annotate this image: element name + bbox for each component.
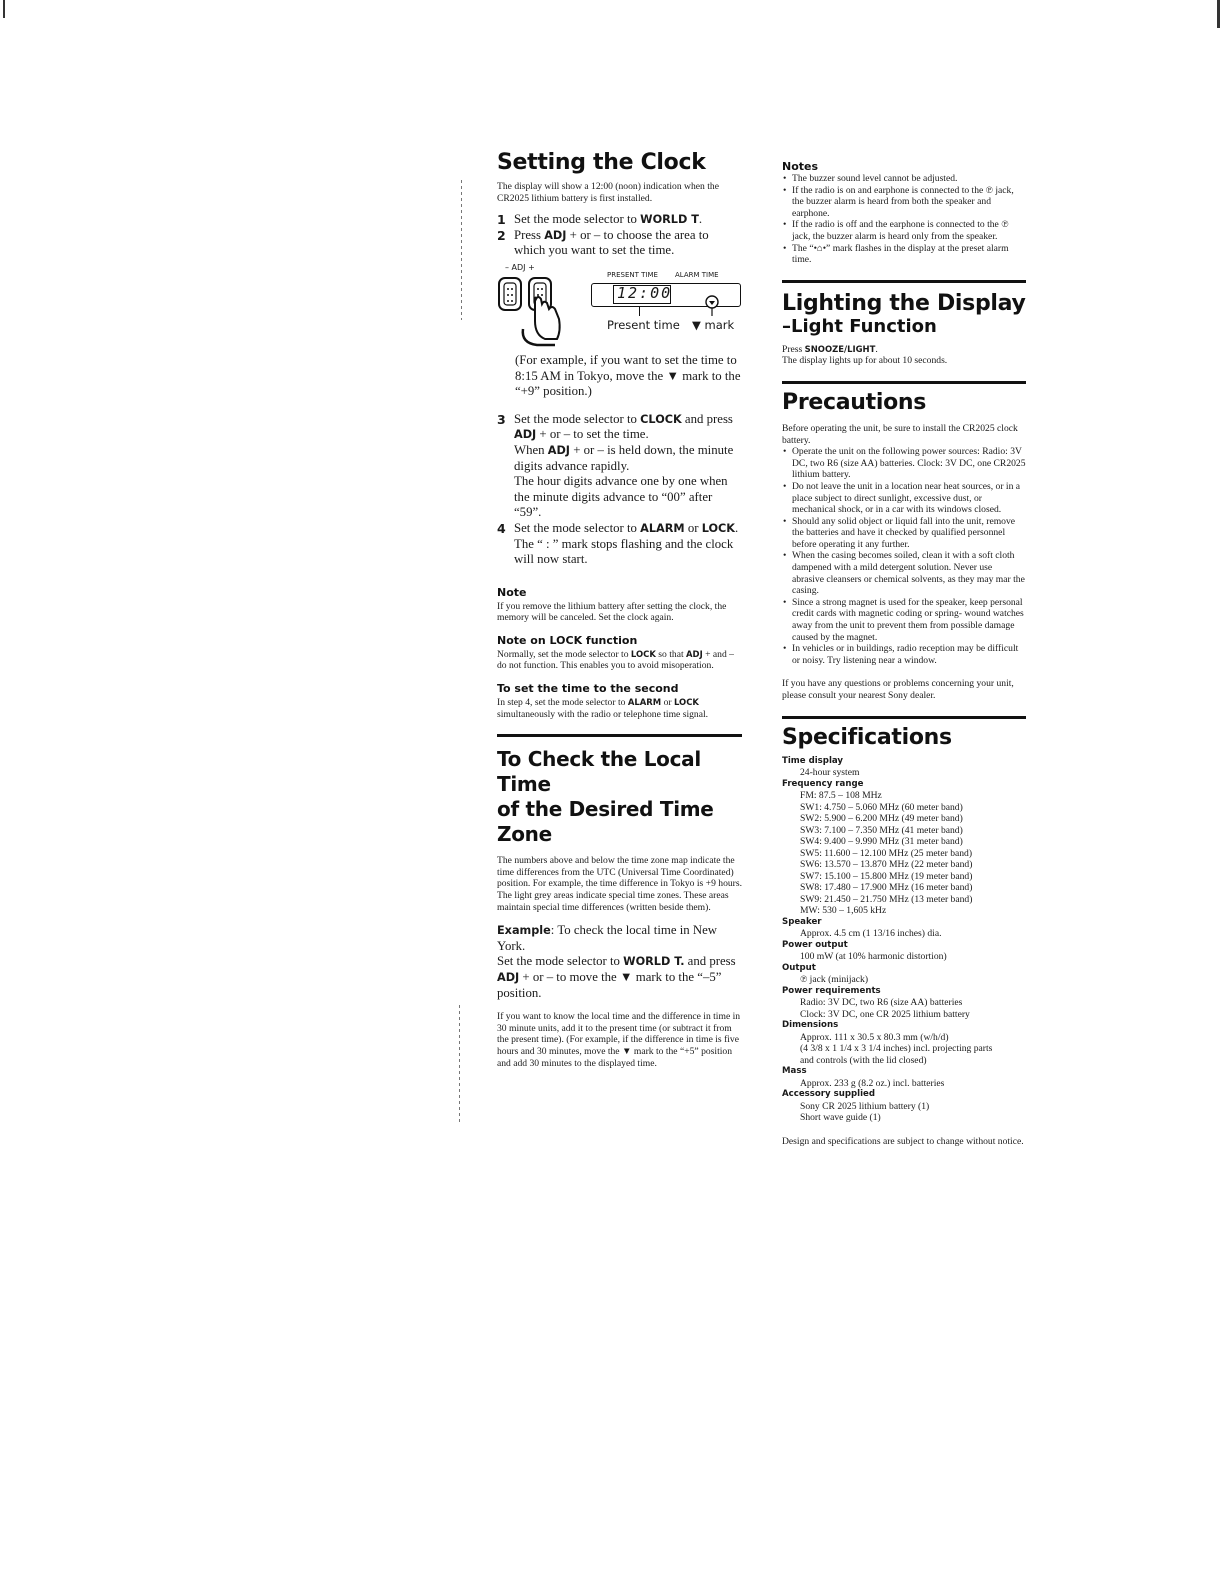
spec-value: Radio: 3V DC, two R6 (size AA) batteries <box>800 997 963 1009</box>
example-instruction: Set the mode selector to WORLD T. and press ADJ + or – to move the ▼ mark to the “–5” position. <box>497 954 736 1000</box>
spec-value: SW1: 4.750 – 5.060 MHz (60 meter band) <box>800 801 963 813</box>
spec-value: Approx. 4.5 cm (1 13/16 inches) dia. <box>800 928 942 940</box>
spec-value: Clock: 3V DC, one CR 2025 lithium battery <box>800 1008 970 1020</box>
precautions-intro: Before operating the unit, be sure to install the CR2025 clock battery. <box>782 422 1018 446</box>
list-item: • The buzzer sound level cannot be adjusted. <box>782 173 1026 185</box>
step-1: 1 Set the mode selector to WORLD T. <box>497 212 703 228</box>
local-time-intro-2: The light grey areas indicate special time zones. These areas maintain special time differences (written beside them). <box>497 890 729 913</box>
notes-list <box>782 173 1026 266</box>
spec-value: Short wave guide (1) <box>800 1112 881 1124</box>
spec-value: SW8: 17.480 – 17.900 MHz (16 meter band) <box>800 882 973 894</box>
left-column <box>497 150 742 1069</box>
spec-value: SW9: 21.450 – 21.750 MHz (13 meter band) <box>800 893 973 905</box>
spec-label: Frequency range <box>782 778 864 789</box>
step-number: 1 <box>497 212 506 228</box>
precautions-list <box>782 446 1026 666</box>
note-text: If you remove the lithium battery after setting the clock, the memory will be canceled. Set the clock again. <box>497 600 727 624</box>
spec-label: Mass <box>782 1066 807 1077</box>
specifications-heading: Specifications <box>782 724 952 750</box>
scan-edge-mark <box>1217 0 1220 28</box>
step-2: 2 Press ADJ + or – to choose the area to which you want to set the time. <box>497 227 709 258</box>
specifications-list <box>782 756 1026 1124</box>
local-time-footnote: If you want to know the local time and the difference in time in 30 minute units, add it to the present time (or subtract it from the present time). (For example, if the difference in time is five hours and 30 minutes, move the ▼ mark to the “+5” position and add 30 minutes to the displayed time. <box>497 1011 741 1069</box>
present-time-header: PRESENT TIME <box>607 270 658 279</box>
lock-note-text: Normally, set the mode selector to LOCK so that ADJ + and – do not function. This enables you to avoid misoperation. <box>497 648 734 672</box>
clock-intro: The display will show a 12:00 (noon) indication when the CR2025 lithium battery is first installed. <box>497 181 719 204</box>
notes-heading: Notes <box>782 160 819 173</box>
list-item: • If the radio is on and earphone is connected to the ℗ jack, the buzzer alarm is heard from both the speaker and earphone. <box>782 185 1026 220</box>
example-paragraph: (For example, if you want to set the time to 8:15 AM in Tokyo, move the ▼ mark to the “+9” position.) <box>515 352 741 399</box>
list-item: • In vehicles or in buildings, radio reception may be difficult or noisy. Try listening near a window. <box>782 643 1026 666</box>
alarm-time-header: ALARM TIME <box>675 270 719 279</box>
spec-value: SW4: 9.400 – 9.990 MHz (31 meter band) <box>800 836 963 848</box>
right-column <box>782 160 1026 1147</box>
spec-value: MW: 530 – 1,605 kHz <box>800 905 887 917</box>
example-block: Example: To check the local time in New York. <box>497 923 718 953</box>
spec-label: Power requirements <box>782 985 881 996</box>
scan-edge-mark <box>3 0 5 18</box>
spec-label: Time display <box>782 755 844 766</box>
spec-label: Output <box>782 962 816 973</box>
scan-margin-dashes <box>461 180 462 320</box>
spec-value: SW3: 7.100 – 7.350 MHz (41 meter band) <box>800 824 963 836</box>
spec-value: Approx. 111 x 30.5 x 80.3 mm (w/h/d) <box>800 1031 949 1043</box>
list-item: • Do not leave the unit in a location near heat sources, or in a place subject to direct sunlight, excessive dust, or mechanical shock, or in a car with its windows closed. <box>782 481 1026 516</box>
step-3-hour-note: The hour digits advance one by one when the minute digits advance to “00” after “59”. <box>514 474 728 520</box>
setting-clock-heading: Setting the Clock <box>497 150 706 175</box>
step-3: 3 Set the mode selector to CLOCK and press ADJ + or – to set the time. When ADJ + or – is held down, the minute digits advance rapidly. The hour digits advance one by one when the minute digits advance to “00” after “59”. <box>497 411 734 520</box>
note-heading: Note <box>497 585 527 599</box>
specs-footer: Design and specifications are subject to change without notice. <box>782 1135 1024 1147</box>
spec-value: SW2: 5.900 – 6.200 MHz (49 meter band) <box>800 813 963 825</box>
step-number: 4 <box>497 520 506 536</box>
spec-value: Approx. 233 g (8.2 oz.) incl. batteries <box>800 1077 945 1089</box>
section-divider <box>497 734 742 737</box>
section-divider <box>782 280 1026 283</box>
step-4: 4 Set the mode selector to ALARM or LOCK. The “ : ” mark stops flashing and the clock will now start. <box>497 520 739 567</box>
precautions-heading: Precautions <box>782 389 927 415</box>
spec-value: SW7: 15.100 – 15.800 MHz (19 meter band) <box>800 870 973 882</box>
spec-value: SW5: 11.600 – 12.100 MHz (25 meter band) <box>800 847 973 859</box>
local-time-heading: To Check the Local Time of the Desired Time Zone <box>497 747 714 847</box>
spec-value: 24-hour system <box>800 767 860 779</box>
spec-value: Sony CR 2025 lithium battery (1) <box>800 1100 930 1112</box>
list-item: • The “•⌂•” mark flashes in the display at the preset alarm time. <box>782 243 1026 266</box>
clock-figure <box>497 263 742 355</box>
spec-value: FM: 87.5 – 108 MHz <box>800 790 882 802</box>
lighting-text: The display lights up for about 10 seconds. <box>782 355 948 367</box>
step-number: 2 <box>497 227 506 243</box>
present-time-caption: Present time <box>607 317 680 332</box>
list-item: • If the radio is off and the earphone is connected to the ℗ jack, the buzzer alarm is heard only from the speaker. <box>782 219 1026 242</box>
list-item: • Should any solid object or liquid fall into the unit, remove the batteries and have it checked by qualified personnel before operating it any further. <box>782 516 1026 551</box>
lock-note-heading: Note on LOCK function <box>497 633 638 647</box>
adj-label: – ADJ + <box>505 262 535 272</box>
triangle-mark-indicator <box>702 293 722 317</box>
spec-label: Power output <box>782 939 848 950</box>
section-divider <box>782 381 1026 384</box>
step-number: 3 <box>497 411 506 427</box>
section-divider <box>782 716 1026 719</box>
spec-value: (4 3/8 x 1 1/4 x 3 1/4 inches) incl. projecting parts <box>800 1043 993 1055</box>
list-item: • When the casing becomes soiled, clean it with a soft cloth dampened with a mild detergent solution. Never use abrasive cleansers or chemical solvents, as they may mar the casing. <box>782 550 1026 596</box>
spec-label: Dimensions <box>782 1020 839 1031</box>
lighting-heading: Lighting the Display <box>782 290 1026 316</box>
spec-value: ℗ jack (minijack) <box>800 974 869 986</box>
spec-value: SW6: 13.570 – 13.870 MHz (22 meter band) <box>800 859 973 871</box>
spec-label: Accessory supplied <box>782 1089 876 1100</box>
spec-value: and controls (with the lid closed) <box>800 1054 927 1066</box>
spec-label: Speaker <box>782 916 822 927</box>
second-text: In step 4, set the mode selector to ALARM or LOCK simultaneously with the radio or telephone time signal. <box>497 697 709 720</box>
list-item: • Since a strong magnet is used for the speaker, keep personal credit cards with magnetic coding or spring- wound watches away from the unit to prevent them from possible damage caused by the magnet. <box>782 597 1026 643</box>
present-time-pointer <box>639 306 640 316</box>
list-item: • Operate the unit on the following power sources: Radio: 3V DC, two R6 (size AA) batteries. Clock: 3V DC, one CR2025 lithium battery. <box>782 446 1026 481</box>
spec-value: 100 mW (at 10% harmonic distortion) <box>800 951 947 963</box>
adj-buttons-illustration <box>497 273 567 353</box>
precautions-closing: If you have any questions or problems concerning your unit, please consult your nearest Sony dealer. <box>782 678 1014 701</box>
lighting-subheading: –Light Function <box>782 315 937 337</box>
lighting-press: Press SNOOZE/LIGHT. <box>782 343 878 355</box>
scan-margin-dashes <box>459 1005 460 1125</box>
lcd-digits: 12:00 <box>617 283 673 302</box>
mark-caption: ▼ mark <box>692 317 735 332</box>
local-time-intro: The numbers above and below the time zone map indicate the time differences from the UTC (Universal Time Coordinated) position. For example, the time difference in Tokyo is +9 hours. <box>497 855 742 890</box>
second-heading: To set the time to the second <box>497 682 679 696</box>
